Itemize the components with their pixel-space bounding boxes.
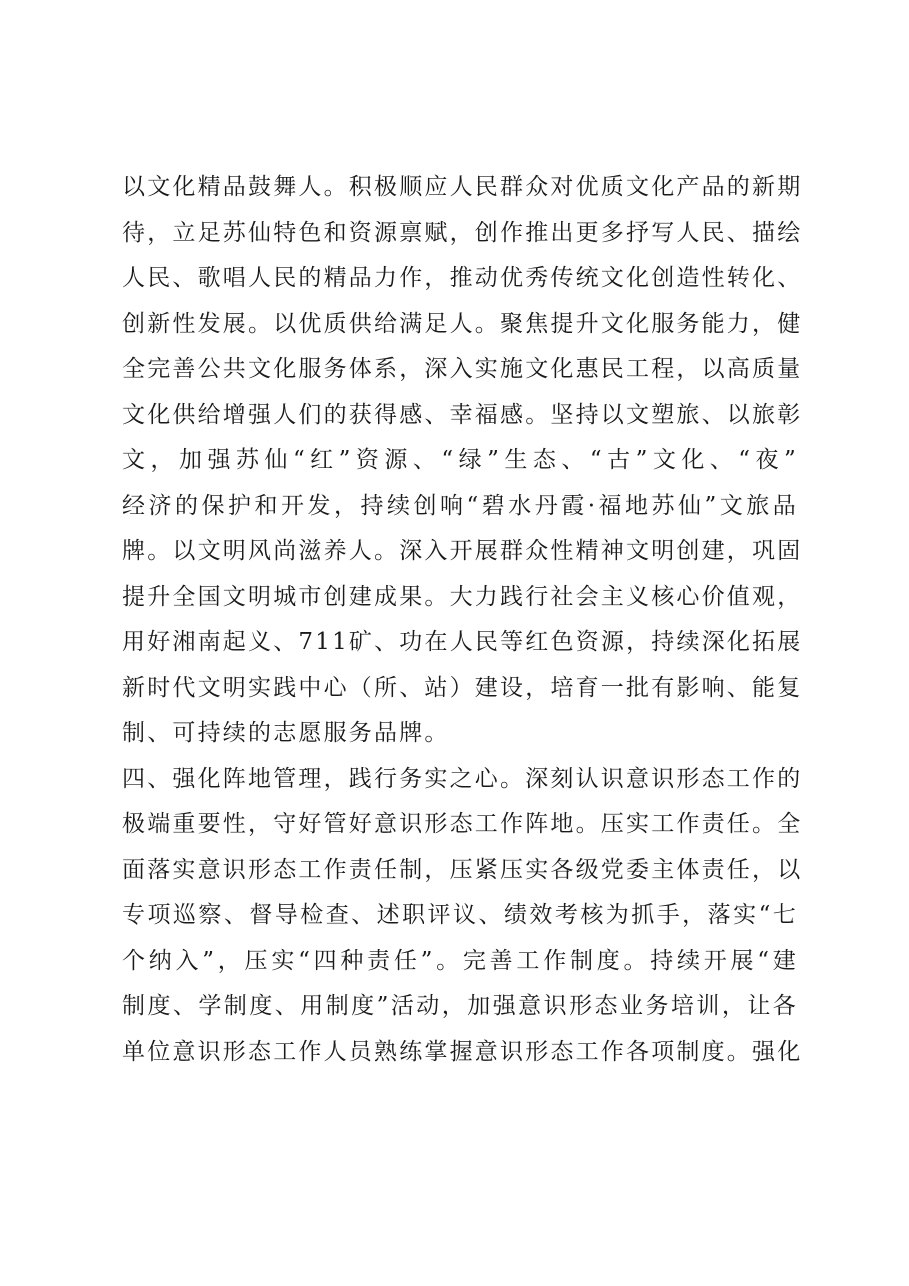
text-line: 文，加强苏仙“红”资源、“绿”生态、“古”文化、“夜”: [122, 447, 798, 473]
text-line: 经济的保护和开发，持续创响“碧水丹霞·福地苏仙”文旅品: [122, 492, 798, 519]
text-line: 用好湘南起义、711矿、功在人民等红色资源，持续深化拓展: [122, 629, 803, 655]
text-line: 全完善公共文化服务体系，深入实施文化惠民工程，以高质量: [122, 356, 803, 382]
text-line: 提升全国文明城市创建成果。大力践行社会主义核心价值观，: [122, 583, 803, 610]
text-line: 制、可持续的志愿服务品牌。: [122, 720, 450, 746]
text-line: 四、强化阵地管理，践行务实之心。深刻认识意识形态工作的: [122, 765, 803, 792]
text-line: 单位意识形态工作人员熟练掌握意识形态工作各项制度。强化: [122, 1038, 803, 1065]
text-line: 文化供给增强人们的获得感、幸福感。坚持以文塑旅、以旅彰: [122, 401, 803, 428]
text-line: 待，立足苏仙特色和资源禀赋，创作推出更多抒写人民、描绘: [122, 219, 803, 246]
text-line: 制度、学制度、用制度”活动，加强意识形态业务培训，让各: [122, 993, 798, 1019]
text-line: 牌。以文明风尚滋养人。深入开展群众性精神文明创建，巩固: [122, 538, 803, 564]
text-line: 人民、歌唱人民的精品力作，推动优秀传统文化创造性转化、: [122, 265, 803, 291]
text-line: 新时代文明实践中心（所、站）建设，培育一批有影响、能复: [122, 674, 803, 701]
text-line: 专项巡察、督导检查、述职评议、绩效考核为抓手，落实“七: [122, 902, 798, 928]
text-line: 面落实意识形态工作责任制，压紧压实各级党委主体责任，以: [122, 856, 803, 883]
text-line: 创新性发展。以优质供给满足人。聚焦提升文化服务能力，健: [122, 310, 803, 337]
text-line: 个纳入”，压实“四种责任”。完善工作制度。持续开展“建: [122, 947, 798, 974]
text-line: 以文化精品鼓舞人。积极顺应人民群众对优质文化产品的新期: [122, 174, 803, 200]
document-body: [122, 165, 803, 1075]
text-line: 极端重要性，守好管好意识形态工作阵地。压实工作责任。全: [122, 811, 803, 837]
